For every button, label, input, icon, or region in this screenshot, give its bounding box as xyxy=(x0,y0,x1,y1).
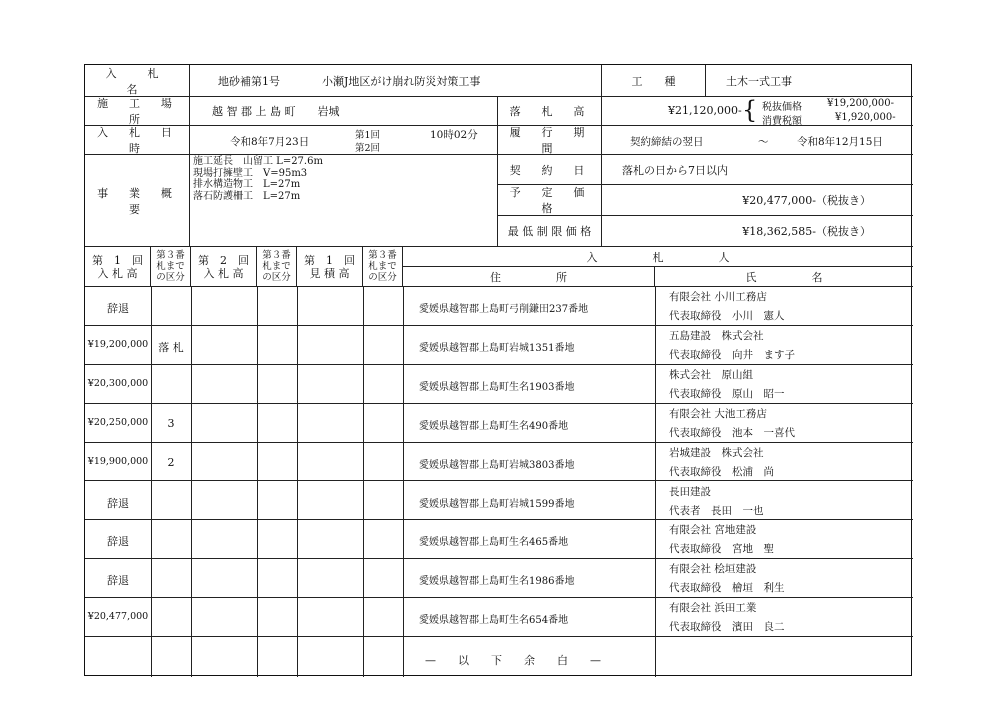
representative-name: 代表取締役 濱田 良二 xyxy=(669,621,785,634)
class3-cell: 3 xyxy=(167,416,175,430)
footer-blank-marker: — 以 下 余 白 — xyxy=(425,654,601,667)
representative-name: 代表取締役 向井 ます子 xyxy=(669,348,795,361)
table-row xyxy=(85,404,913,443)
company-name: 長田建設 xyxy=(669,485,711,498)
round1-bid-cell: ¥20,477,000 xyxy=(87,611,149,623)
col-class3-a: 第３番 札まで の区分 xyxy=(151,247,191,287)
col-estimate: 第 1 回 見 積 高 xyxy=(297,247,363,287)
work-type-value: 土木一式工事 xyxy=(706,65,913,97)
period-separator: ～ xyxy=(758,136,769,148)
col-round2-bid: 第 2 回 入 札 高 xyxy=(191,247,257,287)
col-bidders: 入 札 人 xyxy=(403,247,913,267)
contract-value: 落札の日から7日以内 xyxy=(602,155,913,185)
representative-name: 代表取締役 宮地 聖 xyxy=(669,543,774,556)
table-row xyxy=(85,559,913,598)
pre-tax-label: 税抜価格 xyxy=(762,102,802,113)
contract-label: 契 約 日 xyxy=(498,155,602,185)
overview-line: 現場打擁壁工 V=95m3 xyxy=(193,167,308,179)
col-round1-bid: 第 1 回 入 札 高 xyxy=(85,247,151,287)
bid-result-sheet xyxy=(84,64,912,676)
overview-line: 施工延長 山留工 L=27.6m xyxy=(193,156,323,167)
company-name: 有限会社 桧垣建設 xyxy=(669,563,757,576)
round1-bid-cell: 辞退 xyxy=(107,496,129,510)
representative-name: 代表取締役 小川 憲人 xyxy=(669,310,785,322)
address-cell: 愛媛県越智郡上島町生名1986番地 xyxy=(419,576,575,588)
period-start: 契約締結の翌日 xyxy=(630,136,704,148)
table-row xyxy=(85,443,913,482)
company-name: 有限会社 小川工務店 xyxy=(669,291,767,303)
round1-bid-cell: 辞退 xyxy=(107,535,129,549)
round1-bid-cell: ¥20,300,000 xyxy=(87,377,149,389)
table-row xyxy=(85,287,913,326)
period-cell xyxy=(602,126,913,155)
round1-bid-cell: ¥19,900,000 xyxy=(87,455,149,467)
representative-name: 代表取締役 池本 一喜代 xyxy=(669,426,795,439)
address-cell: 愛媛県越智郡上島町生名1903番地 xyxy=(419,381,575,393)
round2-label: 第2回 xyxy=(355,143,381,154)
col-address: 住 所 xyxy=(403,267,655,287)
round1-bid-cell: 辞退 xyxy=(107,302,129,315)
company-name: 有限会社 宮地建設 xyxy=(669,524,757,537)
brace-icon: { xyxy=(742,96,758,124)
address-cell: 愛媛県越智郡上島町岩城1599番地 xyxy=(419,498,575,510)
min-price-value: ¥18,362,585-（税抜き） xyxy=(602,216,913,247)
address-cell: 愛媛県越智郡上島町弓削鎌田237番地 xyxy=(419,304,589,315)
representative-name: 代表者 長田 一也 xyxy=(669,504,764,517)
bid-number: 地砂補第1号 xyxy=(218,74,280,88)
work-type-label: 工 種 xyxy=(602,65,706,97)
overview-cell xyxy=(190,155,498,247)
col-class3-b: 第３番 札まで の区分 xyxy=(257,247,297,287)
col-class3-c: 第３番 札まで の区分 xyxy=(363,247,403,287)
representative-name: 代表取締役 原山 昭一 xyxy=(669,387,785,400)
planned-price-label: 予 定 価 格 xyxy=(498,185,602,216)
company-name: 岩城建設 株式会社 xyxy=(669,446,764,459)
bid-title: 小瀬J地区がけ崩れ防災対策工事 xyxy=(322,74,481,88)
round1-label: 第1回 xyxy=(355,130,381,141)
address-cell: 愛媛県越智郡上島町生名490番地 xyxy=(419,420,569,432)
site-label: 施 工 場 所 xyxy=(85,97,190,126)
class3-cell: 2 xyxy=(167,455,175,469)
round1-bid-cell: 辞退 xyxy=(107,574,129,588)
date-label: 入 札 日 時 xyxy=(85,126,190,155)
representative-name: 代表取締役 松浦 尚 xyxy=(669,465,774,478)
period-label: 履 行 期 間 xyxy=(498,126,602,155)
address-cell: 愛媛県越智郡上島町生名654番地 xyxy=(419,615,569,627)
table-row xyxy=(85,520,913,559)
round1-bid-cell: ¥19,200,000 xyxy=(87,338,149,350)
bid-name-label: 入 札 名 xyxy=(85,65,190,97)
address-cell: 愛媛県越智郡上島町岩城3803番地 xyxy=(419,459,575,471)
table-row xyxy=(85,365,913,404)
tax-label: 消費税額 xyxy=(762,116,802,127)
class3-cell: 落 札 xyxy=(158,340,184,354)
overview-lines xyxy=(190,155,323,202)
overview-line: 落石防護柵工 L=27m xyxy=(193,190,301,202)
company-name: 有限会社 大池工務店 xyxy=(669,407,767,420)
pre-tax-value: ¥19,200,000- xyxy=(827,98,894,109)
min-price-label: 最 低 制 限 価 格 xyxy=(498,216,602,247)
date-value: 令和8年7月23日 xyxy=(230,136,310,148)
date-cell xyxy=(190,126,498,155)
table-row xyxy=(85,326,913,365)
company-name: 五島建設 株式会社 xyxy=(669,329,764,342)
company-name: 有限会社 浜田工業 xyxy=(669,602,757,615)
time-value: 10時02分 xyxy=(430,129,478,141)
col-name: 氏 名 xyxy=(655,267,913,287)
company-name: 株式会社 原山組 xyxy=(669,368,753,381)
period-end: 令和8年12月15日 xyxy=(797,136,883,148)
tax-value: ¥1,920,000- xyxy=(835,112,896,123)
overview-label: 事 業 概 要 xyxy=(85,155,190,247)
overview-line: 排水構造物工 L=27m xyxy=(193,179,301,190)
representative-name: 代表取締役 檜垣 利生 xyxy=(669,582,785,595)
award-amount: ¥21,120,000- xyxy=(668,104,742,117)
bidder-rows xyxy=(85,287,913,677)
site-value: 越 智 郡 上 島 町 岩城 xyxy=(190,97,498,126)
address-cell: 愛媛県越智郡上島町岩城1351番地 xyxy=(419,342,575,354)
award-amount-label: 落 札 高 xyxy=(498,97,602,126)
table-row xyxy=(85,598,913,637)
address-cell: 愛媛県越智郡上島町生名465番地 xyxy=(419,537,569,549)
round1-bid-cell: ¥20,250,000 xyxy=(87,416,149,428)
table-row xyxy=(85,482,913,521)
bid-name-cell xyxy=(190,65,602,97)
award-amount-cell xyxy=(602,97,913,126)
planned-price-value: ¥20,477,000-（税抜き） xyxy=(602,185,913,216)
